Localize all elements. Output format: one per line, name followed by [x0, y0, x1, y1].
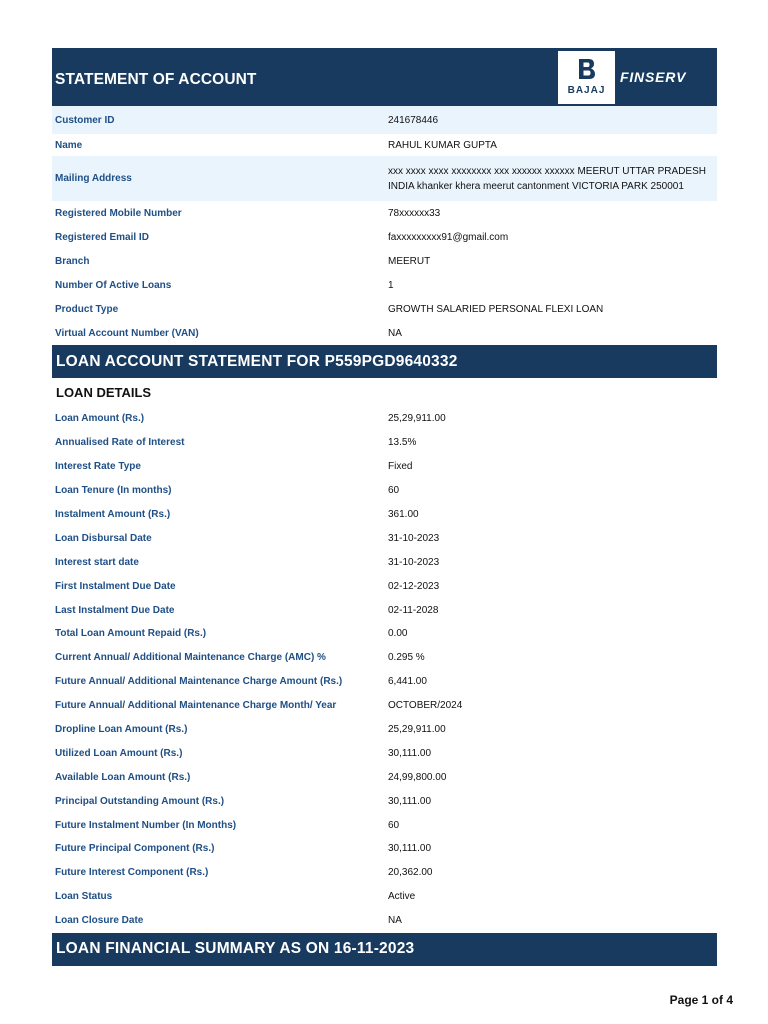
detail-value: faxxxxxxxxx91@gmail.com [388, 231, 509, 243]
detail-row [52, 503, 717, 527]
loan-account-section-title: LOAN ACCOUNT STATEMENT FOR P559PGD9640332 [52, 345, 717, 378]
detail-label: Interest Rate Type [55, 461, 141, 473]
detail-value: 30,111.00 [388, 747, 432, 759]
detail-row [52, 249, 717, 273]
detail-value: 30,111.00 [388, 795, 432, 807]
detail-value: Active [388, 891, 416, 903]
detail-label: Future Instalment Number (In Months) [55, 819, 237, 831]
detail-value: 24,99,800.00 [388, 771, 447, 783]
detail-row [52, 407, 717, 431]
detail-row [52, 694, 717, 718]
detail-row [52, 550, 717, 574]
detail-value: 20,362.00 [388, 867, 433, 879]
detail-label: Available Loan Amount (Rs.) [55, 771, 191, 783]
detail-value: 78xxxxxx33 [388, 207, 441, 219]
detail-value: 6,441.00 [388, 676, 427, 688]
detail-value: 25,29,911.00 [388, 413, 446, 425]
detail-value: Fixed [388, 461, 413, 473]
detail-label: Virtual Account Number (VAN) [55, 327, 199, 339]
detail-row [52, 622, 717, 646]
detail-label: Number Of Active Loans [55, 279, 172, 291]
detail-value: 31-10-2023 [388, 556, 440, 568]
detail-value: 13.5% [388, 437, 417, 449]
detail-value: 25,29,911.00 [388, 724, 446, 736]
detail-value: GROWTH SALARIED PERSONAL FLEXI LOAN [388, 303, 604, 315]
detail-row [52, 106, 717, 134]
detail-label: Instalment Amount (Rs.) [55, 509, 171, 520]
page-title: STATEMENT OF ACCOUNT [55, 71, 257, 88]
detail-label: Loan Disbursal Date [55, 532, 152, 544]
detail-label: First Instalment Due Date [55, 580, 176, 592]
detail-label: Current Annual/ Additional Maintenance Charge (AMC) % [55, 652, 326, 664]
detail-label: Loan Amount (Rs.) [55, 413, 145, 425]
detail-row [52, 479, 717, 503]
detail-value: 31-10-2023 [388, 532, 440, 544]
detail-row [52, 431, 717, 455]
page-number: Page 1 of 4 [669, 993, 733, 1007]
detail-value: xxx xxxx xxxx xxxxxxxx xxx xxxxxx xxxxxx MEERUT UTTAR PRADESH INDIA khanker khera meerut cantonment VICTORIA PARK 250001 [388, 165, 706, 192]
detail-row [52, 885, 717, 909]
detail-row [52, 837, 717, 861]
detail-label: Name [55, 139, 83, 151]
loan-summary-section-title: LOAN FINANCIAL SUMMARY AS ON 16-11-2023 [52, 933, 717, 966]
statement-page [52, 48, 717, 966]
detail-label: Interest start date [55, 556, 139, 568]
detail-row [52, 598, 717, 622]
detail-value: OCTOBER/2024 [388, 700, 463, 712]
detail-row [52, 861, 717, 885]
loan-details-heading: LOAN DETAILS [56, 385, 152, 400]
detail-label: Dropline Loan Amount (Rs.) [55, 724, 188, 736]
detail-label: Total Loan Amount Repaid (Rs.) [55, 628, 207, 640]
detail-label: Principal Outstanding Amount (Rs.) [55, 795, 225, 807]
customer-details [52, 106, 717, 345]
detail-label: Annualised Rate of Interest [55, 437, 185, 449]
detail-value: 241678446 [388, 114, 439, 126]
detail-label: Future Annual/ Additional Maintenance Charge Month/ Year [55, 700, 337, 712]
detail-value: 0.00 [388, 628, 408, 640]
detail-label: Customer ID [55, 114, 115, 126]
detail-row [52, 201, 717, 225]
detail-row [52, 765, 717, 789]
detail-row [52, 455, 717, 479]
detail-value: 30,111.00 [388, 843, 432, 855]
statement-header [52, 48, 717, 106]
detail-row [52, 134, 717, 156]
detail-value: 02-12-2023 [388, 580, 440, 592]
detail-row [52, 646, 717, 670]
detail-label: Registered Email ID [55, 231, 149, 243]
detail-label: Mailing Address [55, 173, 132, 184]
detail-value: NA [388, 915, 402, 927]
logo-wordmark: BAJAJ [567, 85, 606, 96]
detail-value: 361.00 [388, 509, 419, 520]
detail-label: Product Type [55, 303, 119, 315]
detail-row [52, 741, 717, 765]
detail-row [52, 718, 717, 742]
detail-label: Loan Tenure (In months) [55, 485, 172, 497]
detail-label: Utilized Loan Amount (Rs.) [55, 747, 183, 759]
detail-row [52, 156, 717, 201]
detail-label: Loan Closure Date [55, 915, 144, 927]
bajaj-logo [558, 51, 615, 104]
detail-label: Branch [55, 255, 90, 267]
detail-label: Registered Mobile Number [55, 207, 182, 219]
detail-row [52, 297, 717, 321]
detail-label: Future Interest Component (Rs.) [55, 867, 209, 879]
detail-row [52, 813, 717, 837]
detail-row [52, 321, 717, 345]
detail-row [52, 526, 717, 550]
detail-row [52, 909, 717, 933]
detail-value: 02-11-2028 [388, 604, 439, 616]
detail-value: NA [388, 327, 402, 339]
detail-value: 60 [388, 819, 400, 831]
detail-value: RAHUL KUMAR GUPTA [388, 139, 497, 151]
detail-label: Future Annual/ Additional Maintenance Charge Amount (Rs.) [55, 676, 343, 688]
bajaj-b-logo-icon [576, 58, 598, 80]
detail-value: MEERUT [388, 255, 431, 267]
detail-value: 0.295 % [388, 652, 425, 664]
detail-value: 60 [388, 485, 400, 497]
detail-label: Future Principal Component (Rs.) [55, 843, 215, 855]
detail-value: 1 [388, 279, 394, 291]
detail-row [52, 670, 717, 694]
detail-row [52, 225, 717, 249]
finserv-wordmark: FINSERV [620, 69, 687, 85]
detail-row [52, 273, 717, 297]
detail-row [52, 574, 717, 598]
loan-details [52, 407, 717, 933]
detail-label: Last Instalment Due Date [55, 604, 175, 616]
detail-row [52, 789, 717, 813]
detail-label: Loan Status [55, 891, 113, 903]
